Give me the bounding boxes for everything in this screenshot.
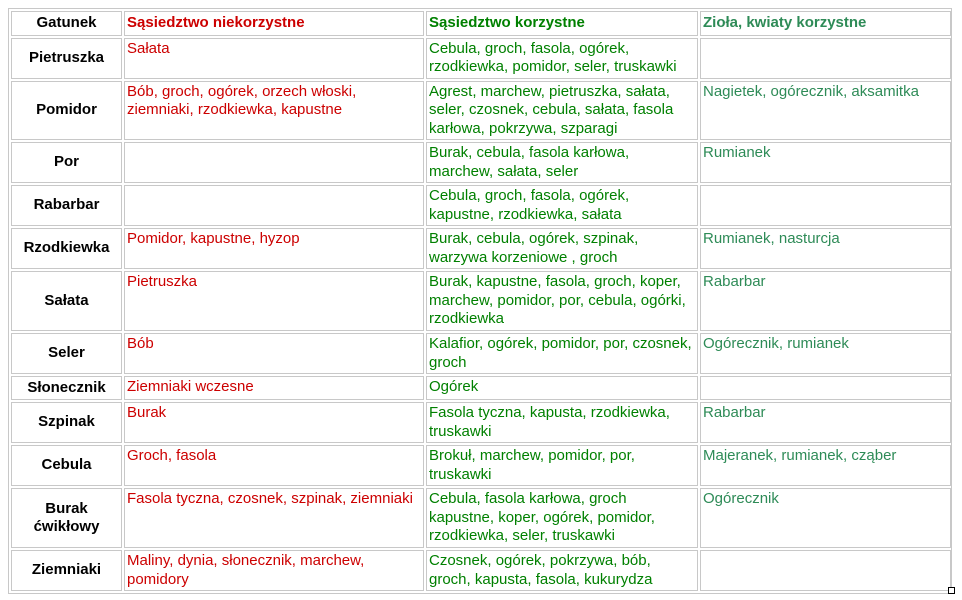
species-name-cell: Seler [11,333,122,374]
plant-companion-table [9,9,953,593]
table-row [11,445,951,486]
header-niekorzystne: Sąsiedztwo niekorzystne [124,11,424,36]
species-name-cell: Rzodkiewka [11,228,122,269]
herbs-flowers-cell: Rabarbar [700,271,951,331]
species-name-cell: Por [11,142,122,183]
favorable-cell: Burak, cebula, fasola karłowa, marchew, sałata, seler [426,142,698,183]
favorable-cell: Burak, kapustne, fasola, groch, koper, marchew, pomidor, por, cebula, ogórki, rzodkiewka [426,271,698,331]
species-name-cell: Cebula [11,445,122,486]
species-name-cell: Rabarbar [11,185,122,226]
table-row [11,550,951,591]
herbs-flowers-cell: Ogórecznik [700,488,951,548]
herbs-flowers-cell: Rumianek, nasturcja [700,228,951,269]
herbs-flowers-cell: Majeranek, rumianek, cząber [700,445,951,486]
species-name-cell: Sałata [11,271,122,331]
unfavorable-cell: Burak [124,402,424,443]
unfavorable-cell: Bób, groch, ogórek, orzech włoski, ziemniaki, rzodkiewka, kapustne [124,81,424,141]
favorable-cell: Ogórek [426,376,698,400]
unfavorable-cell: Maliny, dynia, słonecznik, marchew, pomidory [124,550,424,591]
header-korzystne: Sąsiedztwo korzystne [426,11,698,36]
unfavorable-cell: Ziemniaki wczesne [124,376,424,400]
herbs-flowers-cell: Nagietek, ogórecznik, aksamitka [700,81,951,141]
header-ziola: Zioła, kwiaty korzystne [700,11,951,36]
favorable-cell: Fasola tyczna, kapusta, rzodkiewka, truskawki [426,402,698,443]
species-name-cell: Pomidor [11,81,122,141]
favorable-cell: Czosnek, ogórek, pokrzywa, bób, groch, kapusta, fasola, kukurydza [426,550,698,591]
header-row [11,11,951,36]
herbs-flowers-cell [700,185,951,226]
herbs-flowers-cell [700,376,951,400]
herbs-flowers-cell: Rabarbar [700,402,951,443]
table-row [11,333,951,374]
species-name-cell: Ziemniaki [11,550,122,591]
species-name-cell: Pietruszka [11,38,122,79]
table-row [11,376,951,400]
herbs-flowers-cell [700,38,951,79]
table-row [11,38,951,79]
unfavorable-cell [124,185,424,226]
herbs-flowers-cell: Ogórecznik, rumianek [700,333,951,374]
species-name-cell: Burak ćwikłowy [11,488,122,548]
favorable-cell: Kalafior, ogórek, pomidor, por, czosnek, groch [426,333,698,374]
unfavorable-cell: Sałata [124,38,424,79]
plant-companion-table-frame [8,8,952,594]
table-resize-handle[interactable] [948,587,955,594]
herbs-flowers-cell: Rumianek [700,142,951,183]
favorable-cell: Cebula, groch, fasola, ogórek, kapustne, rzodkiewka, sałata [426,185,698,226]
header-gatunek: Gatunek [11,11,122,36]
unfavorable-cell [124,142,424,183]
unfavorable-cell: Fasola tyczna, czosnek, szpinak, ziemniaki [124,488,424,548]
unfavorable-cell: Pietruszka [124,271,424,331]
unfavorable-cell: Pomidor, kapustne, hyzop [124,228,424,269]
favorable-cell: Agrest, marchew, pietruszka, sałata, seler, czosnek, cebula, sałata, fasola karłowa, pokrzywa, szparagi [426,81,698,141]
unfavorable-cell: Groch, fasola [124,445,424,486]
table-row [11,228,951,269]
table-row [11,488,951,548]
favorable-cell: Cebula, groch, fasola, ogórek, rzodkiewka, pomidor, seler, truskawki [426,38,698,79]
favorable-cell: Brokuł, marchew, pomidor, por, truskawki [426,445,698,486]
table-row [11,185,951,226]
table-row [11,81,951,141]
herbs-flowers-cell [700,550,951,591]
unfavorable-cell: Bób [124,333,424,374]
table-row [11,271,951,331]
favorable-cell: Burak, cebula, ogórek, szpinak, warzywa korzeniowe , groch [426,228,698,269]
species-name-cell: Słonecznik [11,376,122,400]
favorable-cell: Cebula, fasola karłowa, groch kapustne, koper, ogórek, pomidor, rzodkiewka, seler, truskawki [426,488,698,548]
table-row [11,142,951,183]
table-row [11,402,951,443]
species-name-cell: Szpinak [11,402,122,443]
